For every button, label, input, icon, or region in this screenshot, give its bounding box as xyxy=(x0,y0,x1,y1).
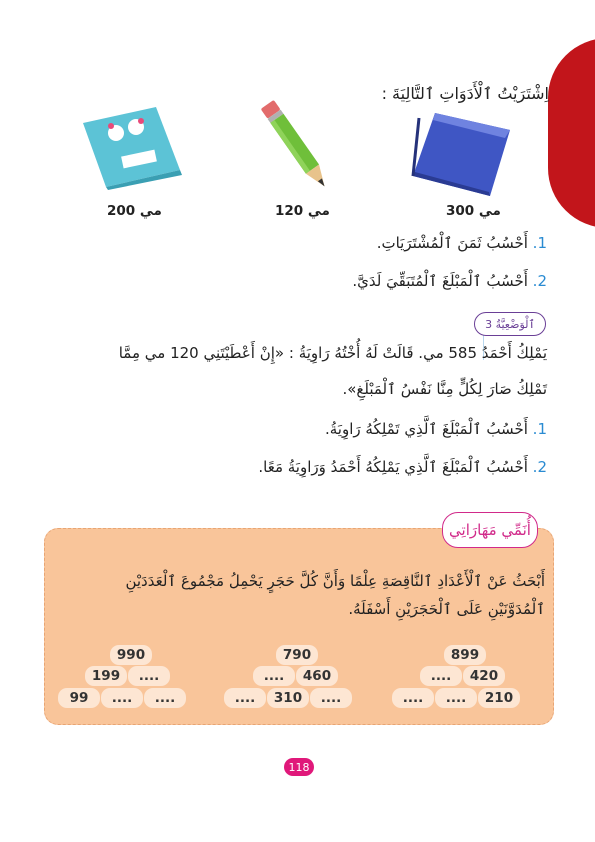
pyramid-2-top: 790 xyxy=(276,645,318,665)
pyramid-2-mid-left[interactable]: .... xyxy=(253,666,295,686)
folder-price: 200 مي xyxy=(107,203,162,219)
page-edge-tab xyxy=(548,38,595,228)
pencil-image xyxy=(255,95,340,200)
skills-badge: أُنَمِّي مَهَارَاتِي xyxy=(442,512,538,548)
question-2 xyxy=(147,272,547,290)
pyramid-2-mid-right: 460 xyxy=(296,666,338,686)
pyramid-1-mid-left[interactable]: .... xyxy=(420,666,462,686)
question-1 xyxy=(147,234,547,252)
situation-text-line-2: تَمْلِكُ صَارَ لِكُلٍّ مِنَّا نَفْسُ ٱلْمَبْلَغِ». xyxy=(342,380,547,398)
pyramid-2-bottom-right[interactable]: .... xyxy=(310,688,352,708)
situation-text-line-1: يَمْلِكُ أَحْمَدُ 585 مي. قَالَتْ لَهُ أُخْتُهُ رَاوِيَةُ : «إِنْ أَعْطَيْتَنِي 120 مي مِمَّا xyxy=(118,344,547,362)
situation-question-2-text: أَحْسُبُ ٱلْمَبْلَغَ ٱلَّذِي يَمْلِكُهُ أَحْمَدُ وَرَاوِيَةُ مَعًا. xyxy=(258,458,528,476)
notebook-price: 300 مي xyxy=(446,203,501,219)
pyramid-1-bottom-middle[interactable]: .... xyxy=(435,688,477,708)
situation-question-1 xyxy=(147,420,547,438)
question-2-text: أَحْسُبُ ٱلْمَبْلَغَ ٱلْمُتَبَقِّيَ لَدَيَّ. xyxy=(352,272,528,290)
pyramid-3-bottom-middle[interactable]: .... xyxy=(101,688,143,708)
notebook-image xyxy=(405,108,515,198)
situation-question-2 xyxy=(147,458,547,476)
pyramid-1-top: 899 xyxy=(444,645,486,665)
situation-badge: ٱلْوَضْعِيَّةُ 3 xyxy=(474,312,546,336)
exercise-heading: اِشْتَرَيْتُ ٱلْأَدَوَاتِ ٱلتَّالِيَةَ : xyxy=(381,84,549,103)
pyramid-1-bottom-left[interactable]: .... xyxy=(392,688,434,708)
folder-image xyxy=(78,105,183,190)
pyramid-2-bottom-middle: 310 xyxy=(267,688,309,708)
pyramid-3-bottom-left: 99 xyxy=(58,688,100,708)
situation-question-1-number: 1. xyxy=(532,420,547,438)
question-2-number: 2. xyxy=(532,272,547,290)
pyramid-3-bottom-right[interactable]: .... xyxy=(144,688,186,708)
question-1-number: 1. xyxy=(532,234,547,252)
pyramid-1-mid-right: 420 xyxy=(463,666,505,686)
situation-question-2-number: 2. xyxy=(532,458,547,476)
page-number: 118 xyxy=(284,758,314,776)
question-1-text: أَحْسُبُ ثَمَنَ ٱلْمُشْتَرَيَاتِ. xyxy=(376,234,528,252)
pyramid-1-bottom-right: 210 xyxy=(478,688,520,708)
pyramid-3-mid-right[interactable]: .... xyxy=(128,666,170,686)
skills-text-line-2: ٱلْمُدَوَّنَيْنِ عَلَى ٱلْحَجَرَيْنِ أَسْفَلَهُ. xyxy=(348,600,545,618)
pyramid-2-bottom-left[interactable]: .... xyxy=(224,688,266,708)
pyramid-3-top: 990 xyxy=(110,645,152,665)
situation-question-1-text: أَحْسُبُ ٱلْمَبْلَغَ ٱلَّذِي تَمْلِكُهُ رَاوِيَةُ. xyxy=(325,420,528,438)
skills-text-line-1: أَبْحَثُ عَنْ ٱلْأَعْدَادِ ٱلنَّاقِصَةِ عِلْمًا وَأَنَّ كُلَّ حَجَرٍ يَحْمِلُ مَجْمُوعَ ٱلْعَدَدَيْنِ xyxy=(125,572,545,590)
pyramid-3-mid-left: 199 xyxy=(85,666,127,686)
pencil-price: 120 مي xyxy=(275,203,330,219)
